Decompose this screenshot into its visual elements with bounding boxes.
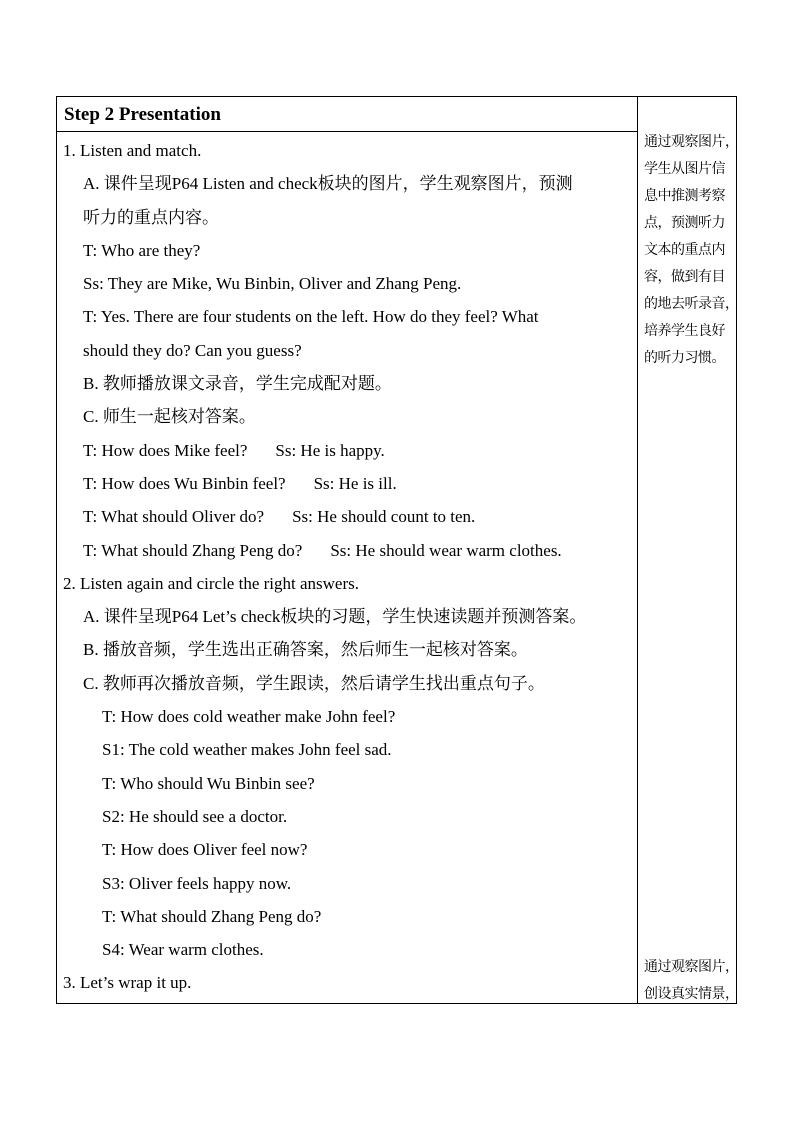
section-heading: 2. Listen again and circle the right answers. [63,573,359,593]
side-note-2 [644,954,739,1008]
side-note-1 [644,129,739,372]
dialogue-line: T: Who are they? [83,240,201,260]
note-line: 学生从图片信 [644,161,725,177]
section-heading: 3. Let’s wrap it up. [63,973,192,993]
text-line: B. 播放音频，学生选出正确答案，然后师生一起核对答案。 [83,640,528,660]
question: T: How does Mike feel? [83,440,248,460]
dialogue-line: S4: Wear warm clothes. [102,940,264,960]
header-divider [57,131,637,132]
column-divider [637,97,638,1003]
text-line: C. 师生一起核对答案。 [83,407,256,427]
dialogue-line: T: How does Oliver feel now? [102,840,308,860]
dialogue-line: Ss: They are Mike, Wu Binbin, Oliver and Zhang Peng. [83,274,462,294]
step-title: Step 2 Presentation [64,104,221,125]
note-line: 息中推测考察 [644,188,725,204]
dialogue-line: T: What should Zhang Peng do? [102,906,322,926]
note-line: 通过观察图片， [644,959,739,975]
qa-row [63,467,633,500]
dialogue-line: T: Yes. There are four students on the left. How do they feel? What [83,307,539,327]
answer: Ss: He should wear warm clothes. [330,540,562,560]
text-line: 听力的重点内容。 [83,207,219,227]
note-line: 通过观察图片， [644,134,739,150]
question: T: What should Oliver do? [83,507,265,527]
dialogue-line: T: How does cold weather make John feel? [102,707,396,727]
note-line: 的听力习惯。 [644,350,725,366]
text-line: A. 课件呈现P64 Listen and check板块的图片，学生观察图片，预测 [83,174,573,194]
answer: Ss: He is ill. [313,473,397,493]
dialogue-line: T: Who should Wu Binbin see? [102,773,315,793]
dialogue-line: S2: He should see a doctor. [102,806,288,826]
note-line: 容，做到有目 [644,269,725,285]
text-line: C. 教师再次播放音频，学生跟读，然后请学生找出重点句子。 [83,673,545,693]
qa-row [63,534,633,567]
section-heading: 1. Listen and match. [63,141,202,160]
text-line: A. 课件呈现P64 Let’s check板块的习题，学生快速读题并预测答案。 [83,607,587,627]
dialogue-line: S3: Oliver feels happy now. [102,873,292,893]
lesson-plan-table [56,96,737,1004]
dialogue-line: should they do? Can you guess? [83,340,302,360]
note-line: 创设真实情景， [644,986,739,1002]
note-line: 的地去听录音， [644,296,739,312]
answer: Ss: He is happy. [275,440,385,460]
note-line: 点，预测听力 [644,215,725,231]
qa-row [63,434,633,467]
dialogue-line: S1: The cold weather makes John feel sad. [102,740,392,760]
text-line: B. 教师播放课文录音，学生完成配对题。 [83,374,392,394]
main-content [63,134,633,1000]
question: T: What should Zhang Peng do? [83,540,303,560]
note-line: 培养学生良好 [644,323,725,339]
answer: Ss: He should count to ten. [292,507,476,527]
qa-row [63,500,633,533]
question: T: How does Wu Binbin feel? [83,473,286,493]
note-line: 文本的重点内 [644,242,725,258]
